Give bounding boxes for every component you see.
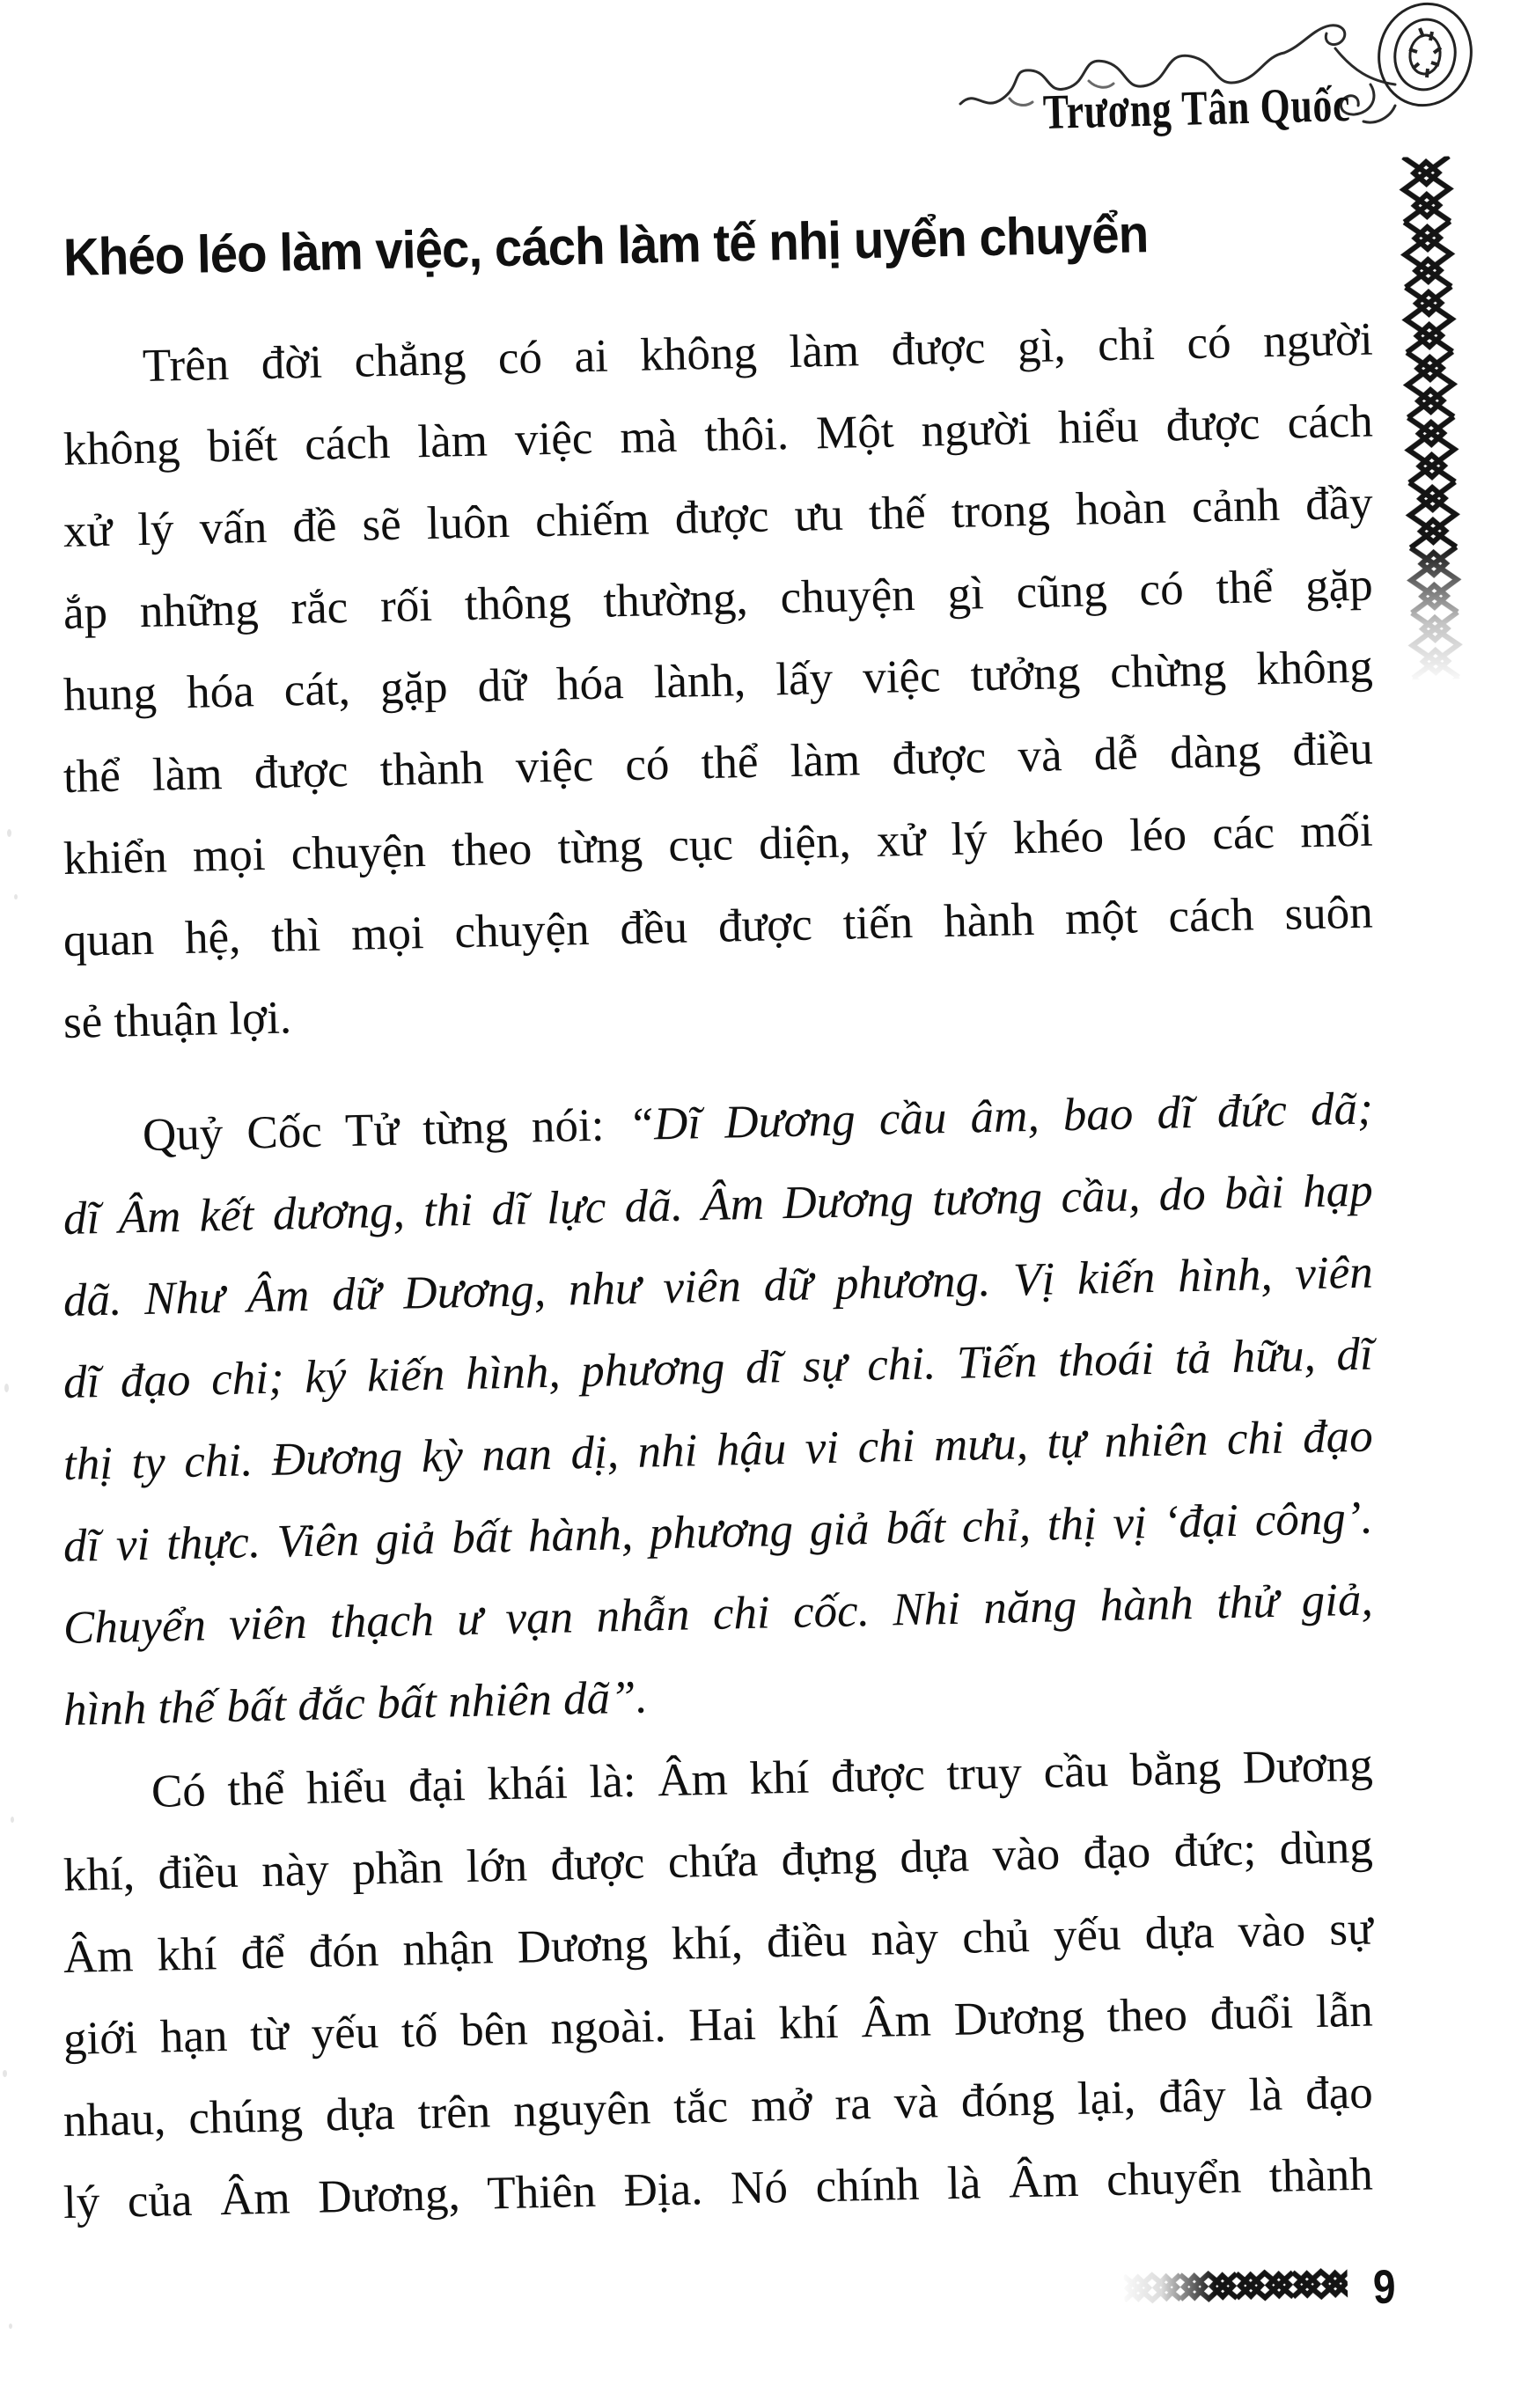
side-border-fade bbox=[1389, 546, 1465, 686]
scan-speck bbox=[14, 894, 18, 899]
text-line: khí, điều này phần lớn được chứa đựng dựa vào đạo đức; dùng bbox=[62, 1821, 1374, 1901]
text-line: thị ty chi. Đương kỳ nan dị, nhi hậu vi chi mưu, tự nhiên chi đạo bbox=[62, 1410, 1374, 1490]
paragraph bbox=[62, 1739, 1374, 2244]
scan-speck bbox=[4, 1384, 9, 1392]
text-line: dĩ đạo chi; ký kiến hình, phương dĩ sự chi. Tiến thoái tả hữu, dĩ bbox=[62, 1328, 1374, 1408]
text-line: ắp những rắc rối thông thường, chuyện gì cũng có thể gặp bbox=[62, 559, 1374, 639]
text-line: quan hệ, thì mọi chuyện đều được tiến hành một cách suôn bbox=[62, 886, 1374, 966]
page-number: 9 bbox=[1372, 2260, 1397, 2314]
text-line: nhau, chúng dựa trên nguyên tắc mở ra và đóng lại, đây là đạo bbox=[62, 2067, 1374, 2147]
paragraph bbox=[62, 313, 1374, 1064]
scan-speck bbox=[3, 2070, 7, 2077]
scan-speck bbox=[11, 1817, 14, 1823]
text-line: dĩ Âm kết dương, thi dĩ lực dã. Âm Dương tương cầu, do bài hạp bbox=[62, 1164, 1374, 1244]
chapter-heading: Khéo léo làm việc, cách làm tế nhị uyển chuyển bbox=[62, 204, 1149, 287]
text-line: hình thế bất đắc bất nhiên dã”. bbox=[62, 1671, 649, 1736]
text-line: lý của Âm Dương, Thiên Địa. Nó chính là Âm chuyển thành bbox=[62, 2148, 1374, 2228]
quote-intro: Quỷ Cốc Tử từng nói: bbox=[142, 1099, 629, 1162]
text-line: không biết cách làm việc mà thôi. Một người hiểu được cách bbox=[62, 395, 1374, 475]
scan-speck bbox=[7, 829, 11, 837]
text-line: Có thể hiểu đại khái là: Âm khí được truy cầu bằng Dương bbox=[151, 1739, 1374, 1817]
text-line: dĩ vi thực. Viên giả bất hành, phương giả bất chỉ, thị vị ‘đại công’. bbox=[62, 1492, 1374, 1572]
text-line: dã. Như Âm dữ Dương, như viên dữ phương. Vị kiến hình, viên bbox=[62, 1246, 1374, 1326]
text-line: Âm khí để đón nhận Dương khí, điều này chủ yếu dựa vào sự bbox=[62, 1903, 1374, 1983]
text-line: sẻ thuận lợi. bbox=[62, 992, 292, 1048]
quote-paragraph bbox=[62, 1083, 1374, 1751]
text-line: Chuyển viên thạch ư vạn nhẫn chi cốc. Nhi năng hành thử giả, bbox=[62, 1574, 1374, 1654]
text-line: Trên đời chẳng có ai không làm được gì, chỉ có người bbox=[142, 313, 1374, 393]
footer-chain-fade bbox=[1118, 2260, 1215, 2316]
author-name: Trương Tân Quốc bbox=[1042, 77, 1352, 140]
quote-text: “Dĩ Dương cầu âm, bao dĩ đức dã; bbox=[627, 1083, 1374, 1150]
text-line: hung hóa cát, gặp dữ hóa lành, lấy việc tưởng chừng không bbox=[62, 641, 1374, 721]
scan-speck bbox=[9, 2324, 12, 2329]
text-line: xử lý vấn đề sẽ luôn chiếm được ưu thế trong hoàn cảnh đầy bbox=[62, 477, 1374, 557]
text-line: thể làm được thành việc có thể làm được và dễ dàng điều bbox=[62, 723, 1374, 803]
text-line: khiển mọi chuyện theo từng cục diện, xử lý khéo léo các mối bbox=[62, 804, 1374, 885]
text-line: giới hạn từ yếu tố bên ngoài. Hai khí Âm Dương theo đuổi lẫn bbox=[62, 1985, 1374, 2065]
